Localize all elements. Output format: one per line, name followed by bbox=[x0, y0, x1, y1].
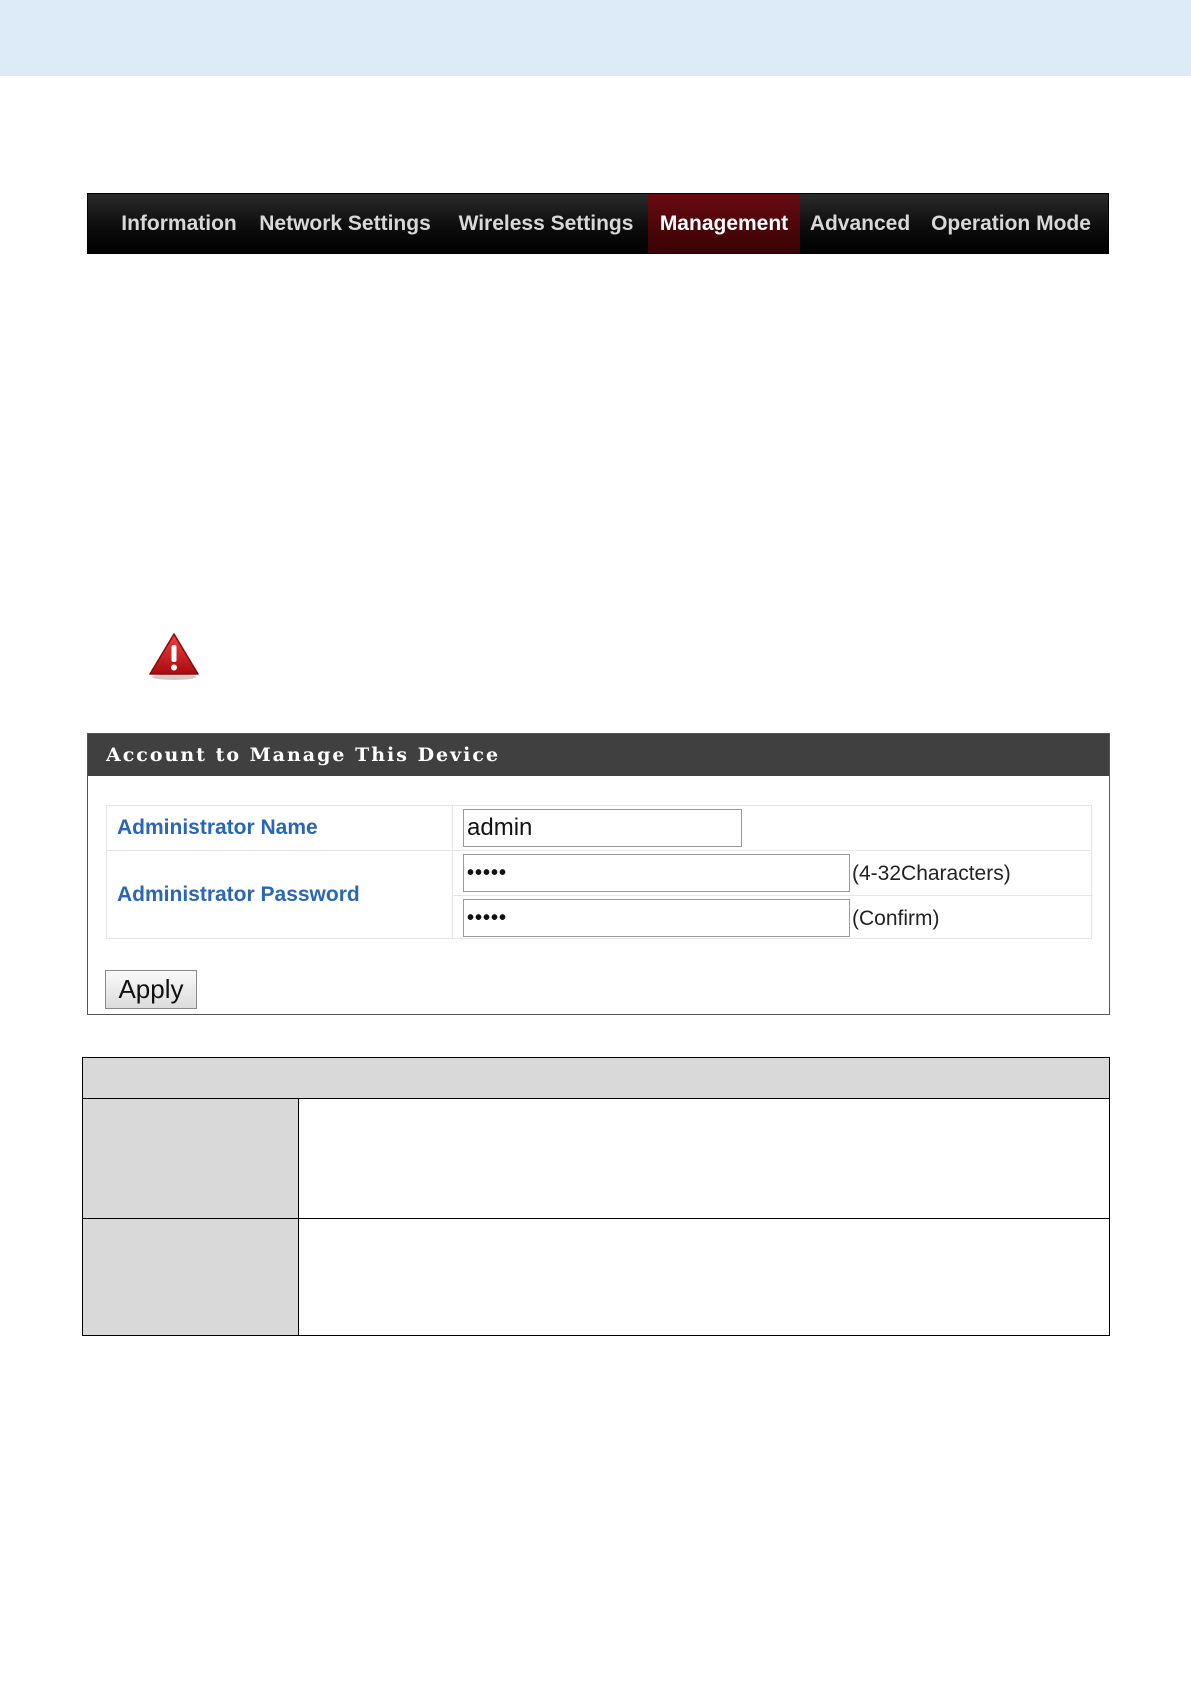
nav-tab-operation-mode[interactable]: Operation Mode bbox=[931, 212, 1091, 235]
main-nav-bar bbox=[87, 193, 1109, 254]
description-label-cell bbox=[83, 1219, 299, 1335]
nav-tab-network-settings[interactable]: Network Settings bbox=[259, 212, 431, 235]
admin-password-confirm-input[interactable]: ••••• bbox=[463, 899, 850, 937]
panel-title: Account to Manage This Device bbox=[88, 734, 1109, 776]
form-row-divider-inner bbox=[452, 895, 1093, 896]
account-settings-panel bbox=[87, 733, 1110, 1015]
confirm-hint: (Confirm) bbox=[852, 907, 940, 930]
admin-name-label: Administrator Name bbox=[117, 816, 318, 839]
admin-password-label: Administrator Password bbox=[117, 883, 360, 906]
nav-tab-advanced[interactable]: Advanced bbox=[809, 212, 911, 235]
description-label-cell bbox=[83, 1099, 299, 1218]
page-header-band bbox=[0, 0, 1191, 76]
password-length-hint: (4-32Characters) bbox=[852, 862, 1011, 885]
nav-tab-management[interactable]: Management bbox=[648, 194, 800, 253]
form-row-divider bbox=[107, 850, 1091, 851]
account-form-table bbox=[106, 805, 1092, 939]
apply-button[interactable]: Apply bbox=[105, 970, 197, 1009]
admin-name-input[interactable]: admin bbox=[463, 809, 742, 847]
form-column-divider bbox=[452, 806, 453, 938]
warning-triangle-icon bbox=[148, 632, 200, 680]
description-table-header bbox=[83, 1058, 1109, 1099]
nav-tab-information[interactable]: Information bbox=[121, 212, 237, 235]
admin-password-input[interactable]: ••••• bbox=[463, 854, 850, 892]
nav-tab-wireless-settings[interactable]: Wireless Settings bbox=[458, 212, 634, 235]
description-table bbox=[82, 1057, 1110, 1336]
